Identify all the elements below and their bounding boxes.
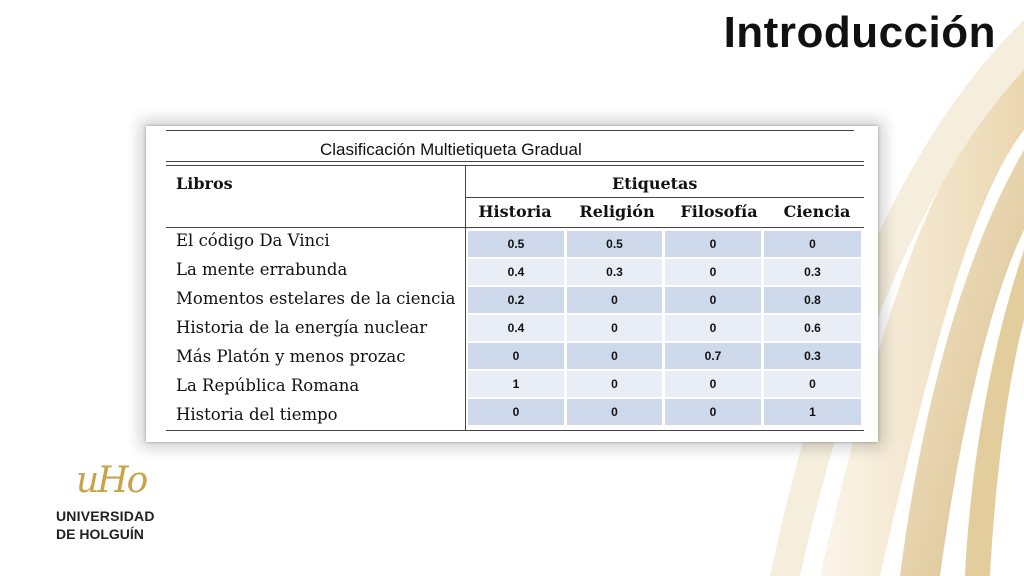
value-cell: 0.5 bbox=[468, 231, 564, 257]
university-logo bbox=[56, 460, 176, 550]
book-name: La mente errabunda bbox=[176, 260, 348, 279]
table-card bbox=[146, 126, 878, 442]
value-cell: 0 bbox=[567, 399, 662, 425]
value-cell: 0 bbox=[567, 287, 662, 313]
column-header-historia: Historia bbox=[478, 202, 552, 221]
book-name: Historia del tiempo bbox=[176, 405, 338, 424]
logo-text-line1: UNIVERSIDAD bbox=[56, 508, 155, 524]
column-header-religion: Religión bbox=[579, 202, 655, 221]
value-cell: 0 bbox=[567, 315, 662, 341]
column-header-ciencia: Ciencia bbox=[783, 202, 851, 221]
book-name: Más Platón y menos prozac bbox=[176, 347, 406, 366]
value-cell: 0 bbox=[567, 343, 662, 369]
slide-title: Introducción bbox=[723, 8, 996, 57]
value-cell: 0.6 bbox=[764, 315, 861, 341]
value-cell: 0 bbox=[665, 371, 761, 397]
book-name: Momentos estelares de la ciencia bbox=[176, 289, 456, 308]
value-cell: 0.2 bbox=[468, 287, 564, 313]
value-cell: 0.4 bbox=[468, 259, 564, 285]
logo-text-line2: DE HOLGUÍN bbox=[56, 526, 144, 542]
value-cell: 0 bbox=[665, 315, 761, 341]
book-name: El código Da Vinci bbox=[176, 231, 330, 250]
value-cell: 0.3 bbox=[764, 343, 861, 369]
value-cell: 0.8 bbox=[764, 287, 861, 313]
value-cell: 0.3 bbox=[764, 259, 861, 285]
books-column-header: Libros bbox=[176, 174, 233, 193]
value-cell: 0.4 bbox=[468, 315, 564, 341]
value-cell: 0 bbox=[468, 399, 564, 425]
value-cell: 0.5 bbox=[567, 231, 662, 257]
labels-group-header: Etiquetas bbox=[612, 174, 698, 193]
book-name: La República Romana bbox=[176, 376, 360, 395]
column-header-filosofia: Filosofía bbox=[680, 202, 758, 221]
table-caption-text: Clasificación Multietiqueta Gradual bbox=[320, 140, 582, 159]
value-cell: 0 bbox=[665, 231, 761, 257]
value-cell: 1 bbox=[468, 371, 564, 397]
value-cell: 0 bbox=[665, 399, 761, 425]
value-cell: 0 bbox=[468, 343, 564, 369]
value-cell: 0 bbox=[665, 259, 761, 285]
value-cell: 0.3 bbox=[567, 259, 662, 285]
value-cell: 0 bbox=[764, 371, 861, 397]
value-cell: 0 bbox=[567, 371, 662, 397]
value-cell: 0 bbox=[764, 231, 861, 257]
value-cell: 0 bbox=[665, 287, 761, 313]
logo-mark: uHo bbox=[76, 460, 147, 501]
book-name: Historia de la energía nuclear bbox=[176, 318, 428, 337]
value-cell: 1 bbox=[764, 399, 861, 425]
value-cell: 0.7 bbox=[665, 343, 761, 369]
